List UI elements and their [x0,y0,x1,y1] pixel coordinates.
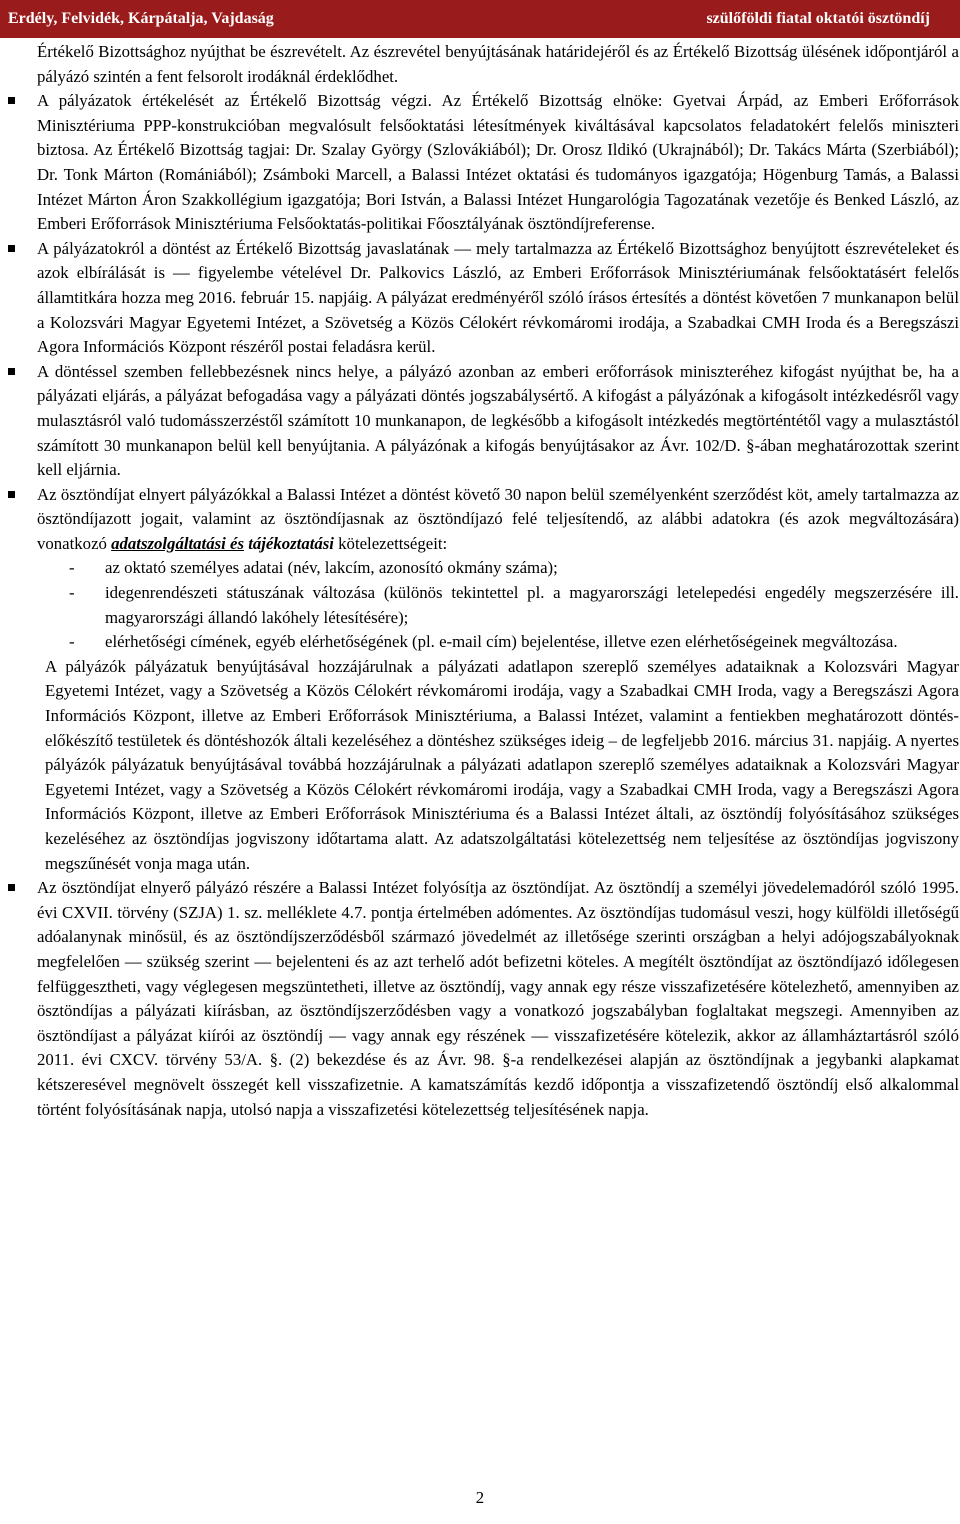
bullet-text: A pályázatokról a döntést az Értékelő Bizottság javaslatának ― mely tartalmazza az Értékelő Bizottsághoz benyújtott észrevételeket és azok elbírálását is ― figyelembe vételével Dr. Palkovics László, az Emberi Erőforrások Minisztériumának felsőoktatásért felelős államtitkára hozza meg 2016. február 15. napjáig. A pályázat eredményéről szóló írásos értesítés a döntést követően 7 munkanapon belül a Kolozsvári Magyar Egyetemi Intézet, a Szövetség a Közös Célokért révkomáromi irodája, a Szabadkai CMH Iroda és a Beregszászi Agora Információs Központ részéről postai feladásra kerül. [37,238,959,357]
page-header [0,0,960,38]
bullet-text: A pályázatok értékelését az Értékelő Bizottság végzi. [37,91,432,111]
emphasis-text: tájékoztatási [248,533,334,553]
bullet-text: A döntéssel szemben fellebbezésnek nincs helye, a pályázó azonban az emberi erőforrások miniszteréhez kifogást nyújthat be, ha a pályázati eljárás, a pályázat befogadása vagy a pályázati döntés jogszabálysértő. A kifogást a pályázónak a kifogásolt intézkedésről vagy mulasztásról való tudomásszerzéstől számított 10 munkanapon, de legkésőbb a kifogásolt intézkedés megtörténtétől vagy a mulasztástól számított 30 munkanapon belül kell benyújtania. A pályázónak a kifogás benyújtásakor az Ávr. 102/D. §-ában meghatározottak szerint kell eljárnia. [37,361,959,480]
document-body [37,40,959,1122]
bullet-decision [37,237,959,360]
bullet-text: Az ösztöndíjat elnyerő pályázó részére a Balassi Intézet folyósítja az ösztöndíjat. Az ösztöndíj a személyi jövedelemadóról szóló 1995. évi CXVII. törvény (SZJA) 1. sz. melléklete 4.7. pontja értelmében adómentes. Az ösztöndíjas tudomásul veszi, hogy külföldi illetőségű adóalanynak minősül, és az ösztöndíjszerződésből származó jövedelmét az illetősége szerinti országban a helyi adójogszabályoknak megfelelően ― szükség szerint ― bejelenteni és az azt terhelő adót befizetni köteles. A megítélt ösztöndíjat az ösztöndíjazó időlegesen felfüggesztheti, vagy véglegesen megszüntetheti, illetve az ösztöndíj, vagy annak egy része visszafizetésére kötelezhető, amennyiben az ösztöndíjas a pályázati kiírásban, az ösztöndíjszerződésben vagy a vonatkozó jogszabályban foglaltakat megszegi. Amennyiben az ösztöndíjast a pályázat kiírói az ösztöndíj ― vagy annak egy részének ― visszafizetésére kötelezik, akkor az államháztartásról szóló 2011. évi CXCV. törvény 53/A. §. (2) bekezdése és az Ávr. 98. §-a rendelkezései alapján az ösztöndíjnak a jegybanki alapkamat kétszeresével megnövelt összegét kell visszafizetnie. A kamatszámítás kezdő időpontja a visszafizetendő ösztöndíj első alkalommal történt folyósításának napja, utolsó napja a visszafizetési kötelezettség teljesítésének napja. [37,878,959,1119]
page-number: 2 [475,1488,485,1507]
header-left-text: Erdély, Felvidék, Kárpátalja, Vajdaság [8,10,274,27]
bullet-payment [37,876,959,1122]
bullet-appeal [37,360,959,483]
emphasis-text: adatszolgáltatási és [111,533,244,553]
square-bullet-icon [8,884,15,891]
list-item: - az oktató személyes adatai (név, lakcím, azonosító okmány száma); [69,558,558,578]
bullet-text: Az Értékelő Bizottság elnöke: Gyetvai Árpád, az Emberi Erőforrások Minisztériuma PPP-konstrukcióban megvalósult felsőoktatási létesítmények kiváltásával kapcsolatos feladatokért felelős miniszteri biztosa. Az Értékelő Bizottság tagjai: Dr. Szalay György (Szlovákiából); Dr. Orosz Ildikó (Ukrajnából); Dr. Takács Márta (Szerbiából); Dr. Tonk Márton (Romániából); Zsámboki Marcell, a Balassi Intézet oktatási és tudományos igazgatója; Högenburg Tamás, a Balassi Intézet Márton Áron Szakkollégium igazgatója; Bori István, a Balassi Intézet Hungarológia Tagozatának vezetője és Benked László, az Emberi Erőforrások Minisztériuma Felsőoktatás-politikai Főosztályának ösztöndíjreferense. [37,91,959,234]
bullet-text: Az ösztöndíjat elnyert pályázókkal a Balassi Intézet a döntést követő 30 napon belül személyenként szerződést köt, amely tartalmazza az ösztöndíjazott jogait, valamint az ösztöndíjasnak az ösztöndíjazó felé teljesítendő, az alábbi adatokra (és azok megváltozására) vonatkozó [37,484,959,553]
paragraph-continuation: Értékelő Bizottsághoz nyújthat be észrevételt. Az észrevétel benyújtásának határidejéről és az Értékelő Bizottság ülésének időpontjáról a pályázó szintén a fent felsorolt irodáknál érdeklődhet. [37,42,959,86]
square-bullet-icon [8,491,15,498]
list-item: - idegenrendészeti státuszának változása (különös tekintettel pl. a magyarországi letelepedési engedély megszerzésére ill. magyarországi állandó lakóhely létesítésére); [69,583,959,627]
square-bullet-icon [8,97,15,104]
header-right-text: szülőföldi fiatal oktatói ösztöndíj [706,10,930,27]
paragraph-data-consent: A pályázók pályázatuk benyújtásával hozzájárulnak a pályázati adatlapon szereplő személyes adataiknak a Kolozsvári Magyar Egyetemi Intézet, vagy a Szövetség a Közös Célokért révkomáromi irodája, vagy a Szabadkai CMH Iroda, vagy a Beregszászi Agora Információs Központ, illetve az Emberi Erőforrások Minisztériuma, a Balassi Intézet, valamint a fentiekben meghatározott döntés-előkészítő testületek és döntéshozók általi kezeléséhez a döntéshez szükséges ideig – de legfeljebb 2016. március 31. napjáig. A nyertes pályázók pályázatuk benyújtásával továbbá hozzájárulnak a pályázati adatlapon szereplő személyes adataiknak a Kolozsvári Magyar Egyetemi Intézet, vagy a Szövetség a Közös Célokért révkomáromi irodája, vagy a Szabadkai CMH Iroda, vagy a Beregszászi Agora Információs Központ, illetve az Emberi Erőforrások Minisztériuma és a Balassi Intézet általi, az ösztöndíj folyósításához szükséges kezeléséhez az ösztöndíjas jogviszony időtartama alatt. Az adatszolgáltatási kötelezettség nem teljesítése az ösztöndíjas jogviszony megszűnését vonja maga után. [45,656,959,873]
square-bullet-icon [8,368,15,375]
bullet-contract [37,483,959,557]
bullet-text: kötelezettségeit: [333,533,448,553]
list-item: - elérhetőségi címének, egyéb elérhetőségének (pl. e-mail cím) bejelentése, illetve ezen elérhetőségeinek megváltozása. [69,632,898,652]
square-bullet-icon [8,245,15,252]
bullet-evaluation [37,89,959,237]
obligation-list [69,556,959,654]
